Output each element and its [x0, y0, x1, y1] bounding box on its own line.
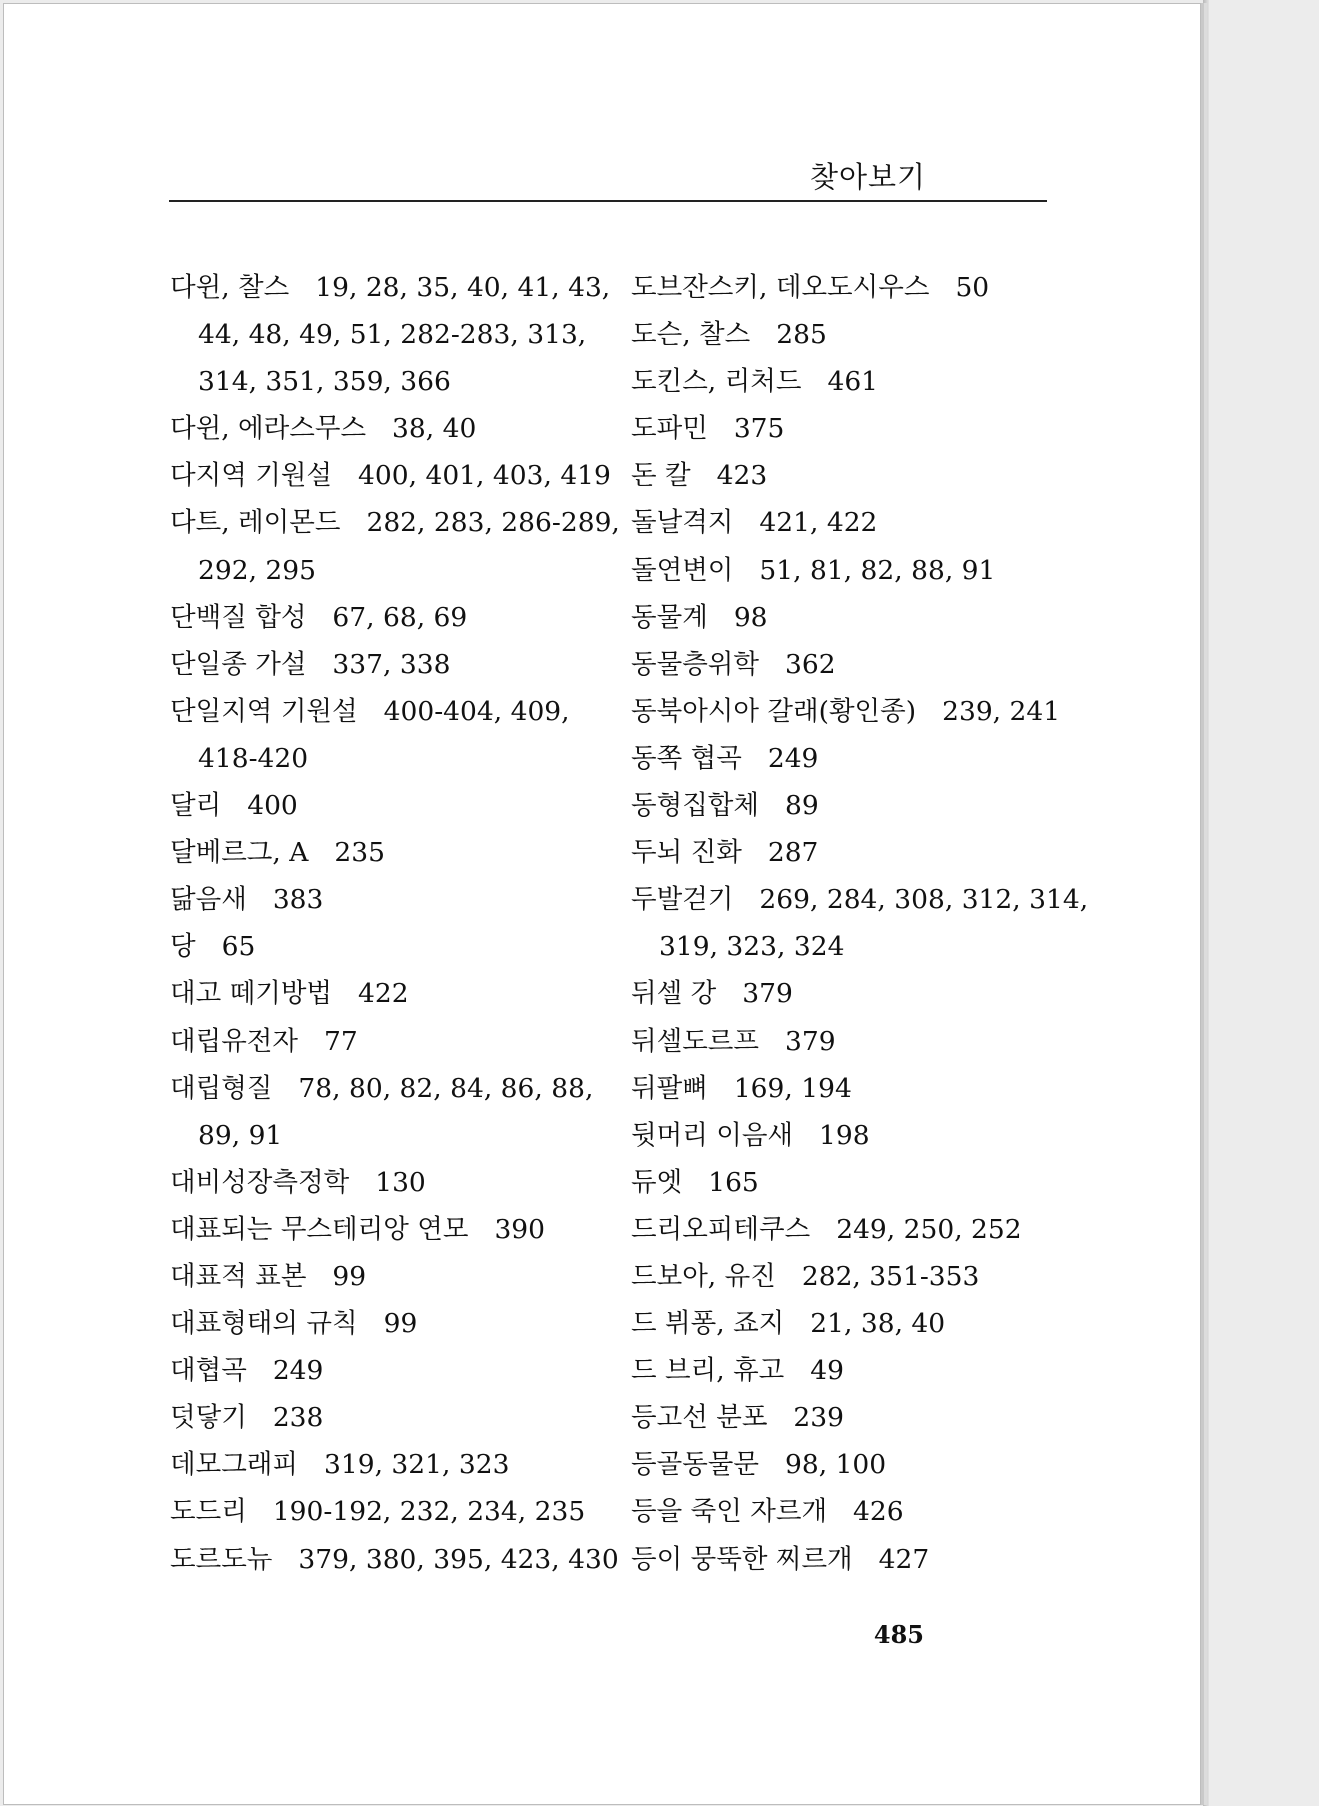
index-entry	[170, 1300, 600, 1347]
index-pages: 198	[819, 1119, 870, 1151]
index-entry	[170, 1159, 600, 1206]
index-term: 드리오피테쿠스	[631, 1213, 811, 1245]
index-entry	[631, 1347, 1081, 1394]
index-entry	[631, 1159, 1081, 1206]
index-entry	[170, 1394, 600, 1441]
index-pages: 89, 91	[198, 1119, 283, 1151]
index-pages: 50	[955, 272, 990, 303]
index-term: 도드리	[170, 1496, 247, 1528]
index-pages: 427	[878, 1543, 930, 1575]
index-pages: 190-192, 232, 234, 235	[272, 1496, 586, 1528]
index-pages: 38, 40	[392, 413, 477, 445]
index-term: 동쪽 협곡	[631, 742, 742, 774]
index-entry	[170, 1018, 600, 1065]
index-entry	[631, 1065, 1081, 1112]
index-pages: 319, 323, 324	[659, 931, 845, 963]
index-column-left	[170, 264, 620, 1583]
index-pages: 337, 338	[332, 648, 451, 680]
index-term: 듀엣	[631, 1166, 683, 1198]
index-entry	[631, 547, 1081, 594]
index-entry	[170, 641, 600, 688]
index-term: 도슨, 찰스	[631, 319, 751, 351]
index-pages: 285	[776, 319, 827, 351]
index-pages: 249, 250, 252	[836, 1213, 1022, 1245]
index-entry	[170, 1206, 600, 1253]
index-term: 동형집합체	[631, 790, 759, 822]
index-pages: 422	[358, 978, 409, 1010]
page-edge	[1203, 0, 1209, 1806]
index-entry	[170, 1065, 600, 1112]
index-term: 대협곡	[170, 1355, 247, 1387]
index-term: 단백질 합성	[170, 601, 307, 633]
index-entry-continuation	[170, 1112, 600, 1159]
index-pages: 287	[767, 837, 819, 869]
index-entry-continuation	[631, 923, 1081, 970]
index-pages: 362	[785, 648, 836, 680]
running-header: 찾아보기	[809, 160, 926, 194]
index-entry	[170, 264, 611, 311]
index-entry	[631, 1253, 1081, 1300]
index-pages: 292, 295	[198, 554, 317, 586]
index-pages: 89	[785, 790, 819, 822]
index-pages: 314, 351, 359, 366	[198, 366, 451, 398]
index-pages: 426	[853, 1496, 904, 1528]
index-term: 다트, 레이몬드	[170, 507, 341, 539]
index-pages: 65	[221, 931, 256, 963]
index-pages: 282, 351-353	[801, 1260, 980, 1292]
index-pages: 99	[383, 1308, 418, 1340]
index-entry	[631, 405, 1081, 452]
index-entry	[631, 1441, 1081, 1488]
index-entry	[170, 1441, 600, 1488]
index-entry	[170, 1488, 600, 1535]
index-pages: 98	[733, 601, 768, 633]
index-pages: 44, 48, 49, 51, 282-283, 313,	[198, 319, 587, 351]
index-pages: 423	[716, 460, 768, 492]
index-term: 도르도뉴	[170, 1543, 273, 1575]
index-entry-continuation	[170, 735, 600, 782]
index-term: 동북아시아 갈래(황인종)	[631, 695, 917, 727]
index-entry	[170, 876, 600, 923]
index-term: 도킨스, 리처드	[631, 366, 802, 398]
index-term: 동물층위학	[631, 648, 759, 680]
index-pages: 400-404, 409,	[383, 695, 570, 727]
index-entry	[631, 311, 1081, 358]
index-entry	[631, 970, 1081, 1017]
index-term: 대표형태의 규칙	[170, 1308, 358, 1340]
index-term: 대표적 표본	[170, 1260, 307, 1292]
index-pages: 21, 38, 40	[810, 1308, 946, 1340]
index-column-right	[631, 264, 1089, 1583]
book-page	[3, 3, 1201, 1805]
index-entry	[631, 782, 1081, 829]
index-term: 닮음새	[170, 884, 247, 916]
index-term: 뒤셀도르프	[631, 1025, 759, 1057]
header-rule	[169, 200, 1047, 202]
index-entry	[631, 1206, 1081, 1253]
index-pages: 379, 380, 395, 423, 430	[298, 1543, 619, 1575]
index-term: 대립형질	[170, 1072, 273, 1104]
index-pages: 235	[334, 837, 385, 869]
index-term: 덧닿기	[170, 1402, 247, 1434]
index-entry	[170, 688, 600, 735]
index-term: 돌날격지	[631, 507, 734, 539]
index-entry	[170, 594, 600, 641]
index-entry	[170, 405, 600, 452]
index-pages: 49	[810, 1355, 845, 1387]
index-entry	[631, 594, 1081, 641]
index-entry	[631, 499, 1081, 546]
index-pages: 249	[272, 1355, 324, 1387]
index-entry	[170, 1536, 619, 1583]
index-term: 데모그래피	[170, 1449, 298, 1481]
index-pages: 130	[375, 1166, 426, 1198]
index-pages: 383	[272, 884, 324, 916]
index-term: 다윈, 찰스	[170, 272, 290, 303]
index-entry	[170, 970, 600, 1017]
index-term: 대립유전자	[170, 1025, 298, 1057]
index-pages: 249	[767, 742, 819, 774]
index-entry	[631, 452, 1081, 499]
index-term: 대비성장측정학	[170, 1166, 350, 1198]
index-term: 뒤셀 강	[631, 978, 717, 1010]
index-entry	[170, 923, 600, 970]
index-entry	[631, 1018, 1081, 1065]
index-entry	[631, 641, 1081, 688]
index-term: 드보아, 유진	[631, 1260, 776, 1292]
index-pages: 461	[827, 366, 879, 398]
index-entry	[170, 1253, 600, 1300]
index-pages: 98, 100	[785, 1449, 887, 1481]
index-pages: 238	[272, 1402, 324, 1434]
index-term: 등고선 분포	[631, 1402, 768, 1434]
index-term: 대고 떼기방법	[170, 978, 333, 1010]
index-term: 달베르그, A	[170, 837, 309, 869]
index-term: 돌연변이	[631, 554, 734, 586]
index-term: 대표되는 무스테리앙 연모	[170, 1213, 469, 1245]
index-term: 돈 칼	[631, 460, 691, 492]
index-pages: 165	[708, 1166, 759, 1198]
index-pages: 418-420	[198, 742, 309, 774]
index-entry-continuation	[170, 358, 600, 405]
index-pages: 400	[247, 790, 298, 822]
index-pages: 282, 283, 286-289,	[366, 507, 620, 539]
index-pages: 319, 321, 323	[324, 1449, 510, 1481]
index-pages: 78, 80, 82, 84, 86, 88,	[298, 1072, 594, 1104]
index-pages: 379	[785, 1025, 836, 1057]
index-pages: 67, 68, 69	[332, 601, 468, 633]
index-term: 도브잔스키, 데오도시우스	[631, 272, 930, 303]
index-entry	[631, 264, 1081, 311]
index-term: 드 뷔퐁, 죠지	[631, 1308, 785, 1340]
index-pages: 421, 422	[759, 507, 878, 539]
index-entry	[631, 1300, 1081, 1347]
index-term: 동물계	[631, 601, 708, 633]
index-pages: 379	[742, 978, 793, 1010]
index-pages: 400, 401, 403, 419	[358, 460, 611, 492]
index-pages: 169, 194	[733, 1072, 852, 1104]
index-pages: 99	[332, 1260, 367, 1292]
index-term: 뒷머리 이음새	[631, 1119, 794, 1151]
index-entry	[631, 829, 1081, 876]
index-entry	[631, 1536, 1081, 1583]
index-entry	[170, 452, 611, 499]
index-entry	[170, 829, 600, 876]
index-entry	[631, 1488, 1081, 1535]
index-pages: 77	[324, 1025, 358, 1057]
page-number: 485	[873, 1620, 924, 1649]
index-term: 두발걷기	[631, 884, 734, 916]
index-entry	[170, 1347, 600, 1394]
index-pages: 375	[733, 413, 785, 445]
index-pages: 51, 81, 82, 88, 91	[759, 554, 996, 586]
index-term: 도파민	[631, 413, 708, 445]
index-term: 당	[170, 931, 196, 963]
index-term: 뒤팔뼈	[631, 1072, 708, 1104]
index-entry	[631, 1112, 1081, 1159]
index-term: 다윈, 에라스무스	[170, 413, 367, 445]
index-term: 달리	[170, 790, 222, 822]
index-entry	[631, 1394, 1081, 1441]
index-entry	[631, 735, 1081, 782]
index-entry	[631, 688, 1081, 735]
index-entry	[170, 499, 620, 546]
index-pages: 19, 28, 35, 40, 41, 43,	[315, 272, 611, 303]
index-entry	[631, 358, 1081, 405]
index-term: 두뇌 진화	[631, 837, 742, 869]
index-term: 등을 죽인 자르개	[631, 1496, 828, 1528]
index-pages: 239	[793, 1402, 845, 1434]
index-pages: 239, 241	[942, 695, 1061, 727]
index-term: 다지역 기원설	[170, 460, 333, 492]
index-entry	[170, 782, 600, 829]
index-term: 등이 뭉뚝한 찌르개	[631, 1543, 853, 1575]
index-entry	[631, 876, 1089, 923]
index-pages: 269, 284, 308, 312, 314,	[759, 884, 1089, 916]
index-term: 드 브리, 휴고	[631, 1355, 785, 1387]
index-pages: 390	[494, 1213, 546, 1245]
index-entry-continuation	[170, 311, 600, 358]
index-term: 등골동물문	[631, 1449, 759, 1481]
index-term: 단일종 가설	[170, 648, 307, 680]
index-entry-continuation	[170, 547, 600, 594]
index-term: 단일지역 기원설	[170, 695, 358, 727]
